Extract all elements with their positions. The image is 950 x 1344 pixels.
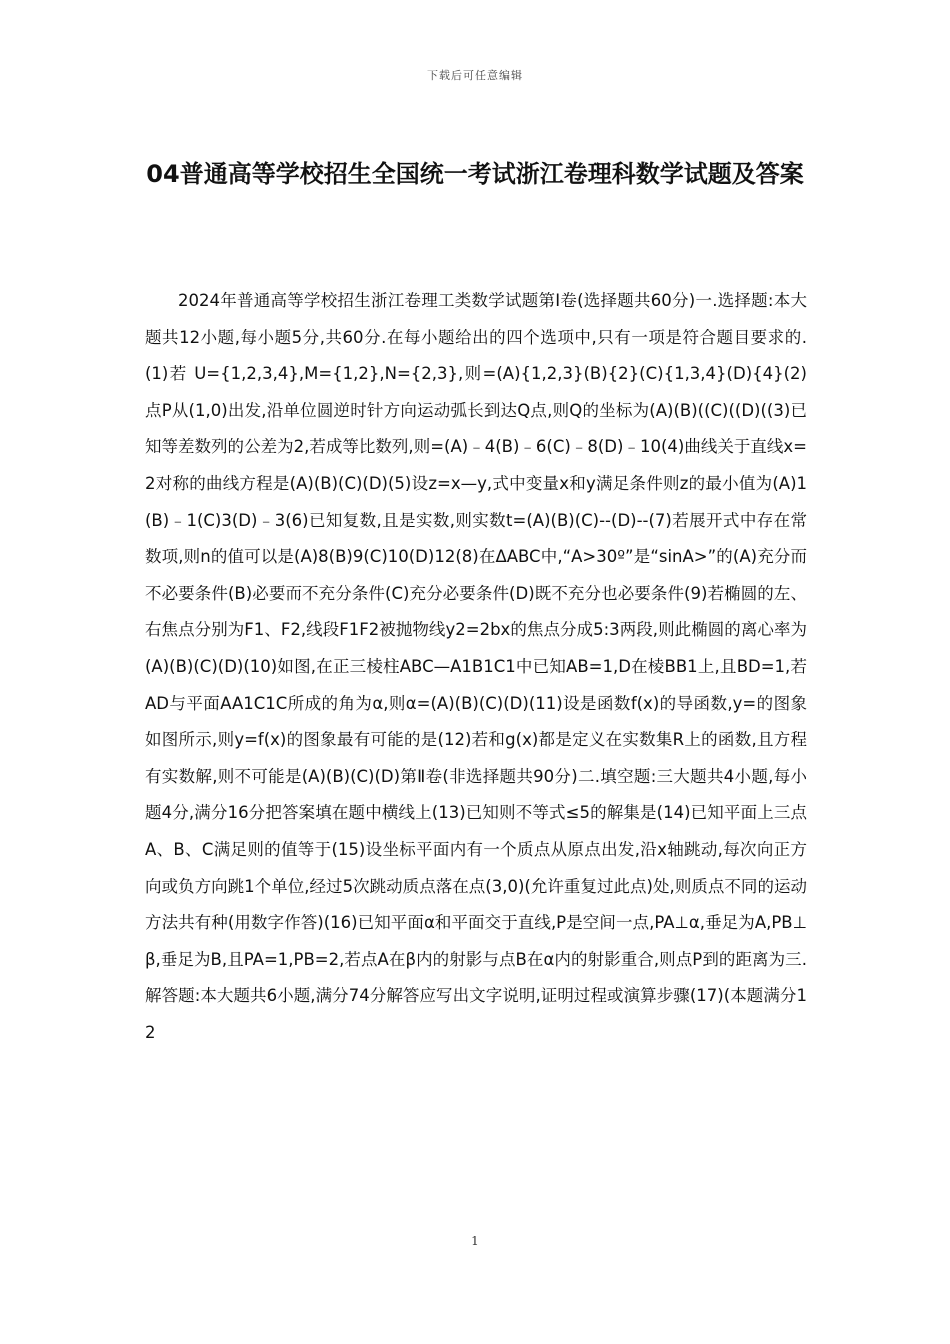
page-header-note: 下载后可任意编辑 [427,69,523,82]
document-body-paragraph: 2024年普通高等学校招生浙江卷理工类数学试题第Ⅰ卷(选择题共60分)一.选择题:本大题共12小题,每小题5分,共60分.在每小题给出的四个选项中,只有一项是符合题目要求的.(1)若 U={1,2,3,4},M={1,2},N={2,3},则=(A){1,2,3}(B){2}(C){1,3,4}(D){4}(2)点P从(1,0)出发,沿单位圆逆时针方向运动弧长到达Q点,则Q的坐标为(A)(B)((C)((D)((3)已知等差数列的公差为2,若成等比数列,则=(A)﹣4(B)﹣6(C)﹣8(D)﹣10(4)曲线关于直线x=2对称的曲线方程是(A)(B)(C)(D)(5)设z=x—y,式中变量x和y满足条件则z的最小值为(A)1(B)﹣1(C)3(D)﹣3(6)已知复数,且是实数,则实数t=(A)(B)(C)--(D)--(7)若展开式中存在常数项,则n的值可以是(A)8(B)9(C)10(D)12(8)在ΔABC中,“A>30º”是“sinA>”的(A)充分而不必要条件(B)必要而不充分条件(C)充分必要条件(D)既不充分也必要条件(9)若椭圆的左、右焦点分别为F1、F2,线段F1F2被抛物线y2=2bx的焦点分成5:3两段,则此椭圆的离心率为(A)(B)(C)(D)(10)如图,在正三棱柱ABC—A1B1C1中已知AB=1,D在棱BB1上,且BD=1,若AD与平面AA1C1C所成的角为α,则α=(A)(B)(C)(D)(11)设是函数f(x)的导函数,y=的图象如图所示,则y=f(x)的图象最有可能的是(12)若和g(x)都是定义在实数集R上的函数,且方程有实数解,则不可能是(A)(B)(C)(D)第Ⅱ卷(非选择题共90分)二.填空题:三大题共4小题,每小题4分,满分16分把答案填在题中横线上(13)已知则不等式≤5的解集是(14)已知平面上三点A、B、C满足则的值等于(15)设坐标平面内有一个质点从原点出发,沿x轴跳动,每次向正方向或负方向跳1个单位,经过5次跳动质点落在点(3,0)(允许重复过此点)处,则质点不同的运动方法共有种(用数字作答)(16)已知平面α和平面交于直线,P是空间一点,PA⊥α,垂足为A,PB⊥β,垂足为B,且PA=1,PB=2,若点A在β内的射影与点B在α内的射影重合,则点P到的距离为三.解答题:本大题共6小题,满分74分解答应写出文字说明,证明过程或演算步骤(17)(本题满分12 [145,291,807,1042]
page-number: 1 [471,1234,479,1248]
document-title: 04普通高等学校招生全国统一考试浙江卷理科数学试题及答案 [146,160,804,188]
